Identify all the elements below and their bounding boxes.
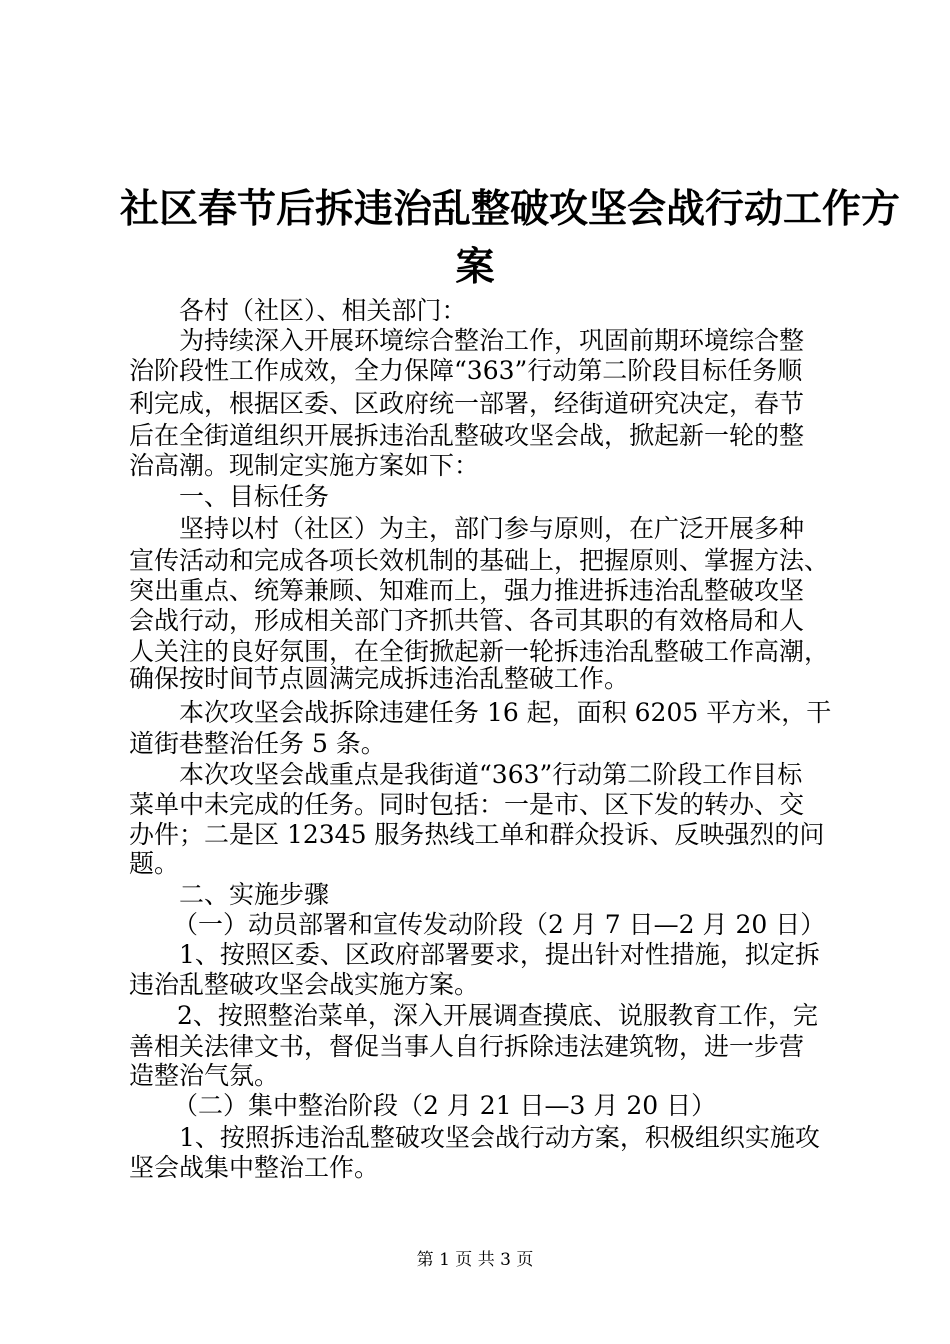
paragraph-line: 会战行动，形成相关部门齐抓共管、各司其职的有效格局和人 [129,606,805,635]
section-heading: 一、目标任务 [179,482,330,511]
paragraph-line: 为持续深入开展环境综合整治工作，巩固前期环境综合整 [179,326,805,355]
paragraph-line: 人关注的良好氛围，在全街掀起新一轮拆违治乱整破工作高潮， [129,637,830,666]
paragraph-line: 2、按照整治菜单，深入开展调查摸底、说服教育工作，完 [177,1001,818,1030]
paragraph-line: 1、按照区委、区政府部署要求，提出针对性措施，拟定拆 [179,940,820,969]
subsection-heading: （一）动员部署和宣传发动阶段（2 月 7 日—2 月 20 日） [173,910,826,939]
subsection-heading: （二）集中整治阶段（2 月 21 日—3 月 20 日） [173,1091,717,1120]
paragraph-line: 坚会战集中整治工作。 [129,1153,380,1182]
paragraph-line: 宣传活动和完成各项长效机制的基础上，把握原则、掌握方法、 [129,546,830,575]
document-title-line-2: 案 [455,244,495,290]
paragraph-line: 本次攻坚会战拆除违建任务 16 起，面积 6205 平方米，干 [179,698,832,727]
paragraph-line: 本次攻坚会战重点是我街道“363”行动第二阶段工作目标 [179,760,803,789]
salutation: 各村（社区）、相关部门： [179,296,467,325]
paragraph-line: 菜单中未完成的任务。同时包括：一是市、区下发的转办、交 [129,790,805,819]
document-title-line-1: 社区春节后拆违治乱整破攻坚会战行动工作方 [120,186,901,232]
paragraph-line: 坚持以村（社区）为主，部门参与原则，在广泛开展多种 [179,514,805,543]
paragraph-line: 题。 [129,849,180,878]
paragraph-line: 道街巷整治任务 5 条。 [129,729,386,758]
paragraph-line: 造整治气氛。 [129,1061,280,1090]
paragraph-line: 办件；二是区 12345 服务热线工单和群众投诉、反映强烈的问 [129,820,825,849]
paragraph-line: 利完成，根据区委、区政府统一部署，经街道研究决定，春节 [129,389,805,418]
paragraph-line: 善相关法律文书，督促当事人自行拆除违法建筑物，进一步营 [129,1032,805,1061]
paragraph-line: 违治乱整破攻坚会战实施方案。 [129,970,480,999]
paragraph-line: 治阶段性工作成效，全力保障“363”行动第二阶段目标任务顺 [129,356,803,385]
paragraph-line: 突出重点、统筹兼顾、知难而上，强力推进拆违治乱整破攻坚 [129,576,805,605]
paragraph-line: 确保按时间节点圆满完成拆违治乱整破工作。 [129,664,630,693]
page-number-footer: 第 1 页 共 3 页 [416,1250,534,1270]
paragraph-line: 治高潮。现制定实施方案如下： [129,451,480,480]
paragraph-line: 后在全街道组织开展拆违治乱整破攻坚会战，掀起新一轮的整 [129,421,805,450]
section-heading: 二、实施步骤 [179,880,330,909]
paragraph-line: 1、按照拆违治乱整破攻坚会战行动方案，积极组织实施攻 [179,1123,820,1152]
